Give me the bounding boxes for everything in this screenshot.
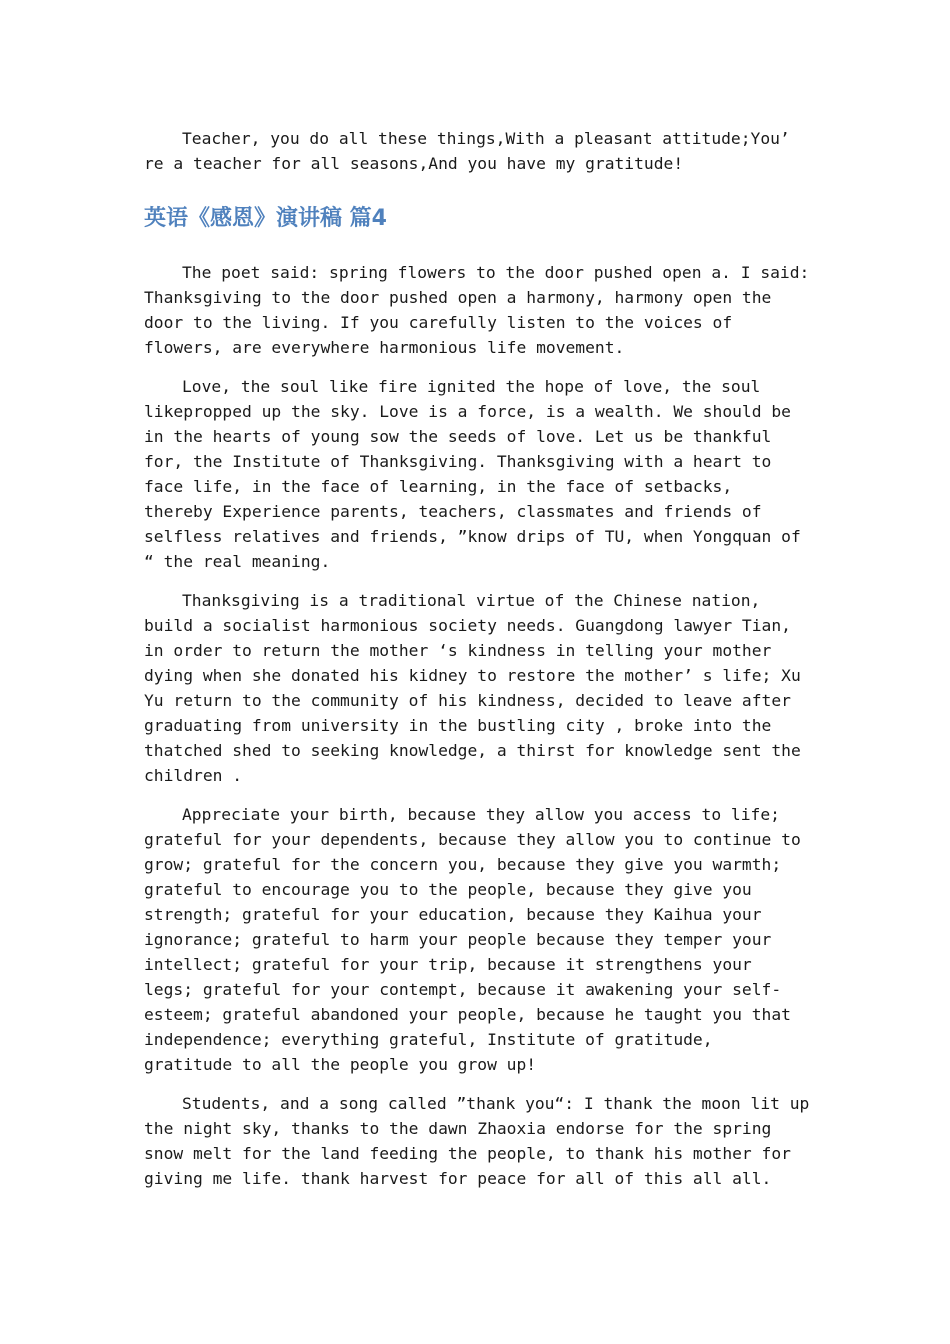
section-heading: 英语《感恩》演讲稿 篇4 [144,206,387,231]
intro-paragraph: Teacher, you do all these things,With a pleasant attitude;You’ re a teacher for all seasons,And you have my gratitude! [144,129,790,173]
section-body [144,260,810,1191]
body-paragraph-1: The poet said: spring flowers to the door pushed open a. I said: Thanksgiving to the door pushed open a harmony, harmony open the door to the living. If you carefully listen to the voices of flowers, are everywhere harmonious life movement. [144,263,810,357]
body-paragraph-2: Love, the soul like fire ignited the hope of love, the soul likepropped up the sky. Love is a force, is a wealth. We should be in the hearts of young sow the seeds of love. Let us be thankful for, the Institute of Thanksgiving. Thanksgiving with a heart to face life, in the face of learning, in the face of setbacks, thereby Experience parents, teachers, classmates and friends of selfless relatives and friends, ”know drips of TU, when Yongquan of “ the real meaning. [144,377,801,571]
body-paragraph-3: Thanksgiving is a traditional virtue of the Chinese nation, build a socialist harmonious society needs. Guangdong lawyer Tian, in order to return the mother ‘s kindness in telling your mother dying when she donated his kidney to restore the mother’ s life; Xu Yu return to the community of his kindness, decided to leave after graduating from university in the bustling city , broke into the thatched shed to seeking knowledge, a thirst for knowledge sent the children . [144,591,801,785]
document-page [144,126,810,1191]
body-paragraph-5: Students, and a song called ”thank you“: I thank the moon lit up the night sky, thanks to the dawn Zhaoxia endorse for the spring snow melt for the land feeding the people, to thank his mother for giving me life. thank harvest for peace for all of this all all. [144,1094,810,1188]
body-paragraph-4: Appreciate your birth, because they allow you access to life; grateful for your dependents, because they allow you to continue to grow; grateful for the concern you, because they give you warmth; grateful to encourage you to the people, because they give you strength; grateful for your education, because they Kaihua your ignorance; grateful to harm your people because they temper your intellect; grateful for your trip, because it strengthens your legs; grateful for your contempt, because it awakening your self-esteem; grateful abandoned your people, because he taught you that independence; everything grateful, Institute of gratitude, gratitude to all the people you grow up! [144,805,801,1074]
